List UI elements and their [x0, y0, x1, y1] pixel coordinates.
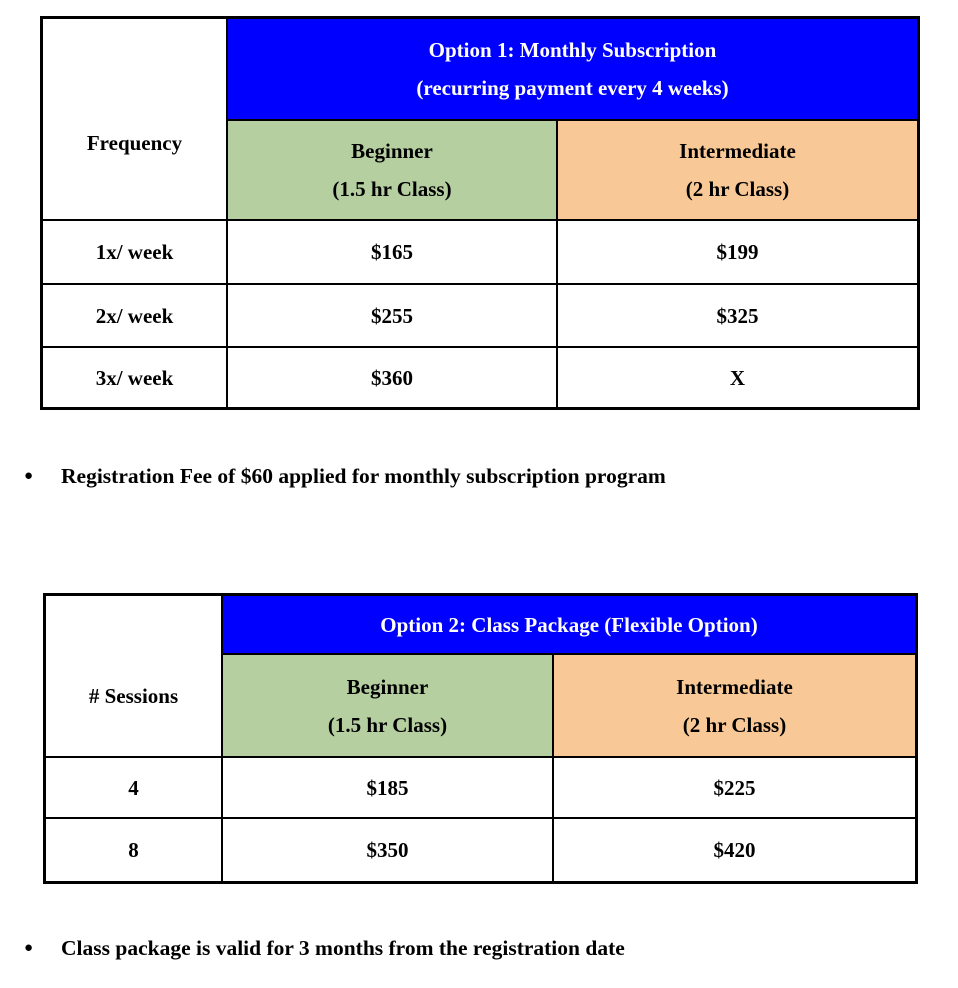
column-header-title: Beginner: [346, 674, 429, 699]
table1-title-line1: Option 1: Monthly Subscription: [428, 38, 717, 62]
monthly-subscription-table: [40, 16, 920, 410]
package-validity-note-text: Class package is valid for 3 months from the registration date: [61, 936, 625, 960]
column-header-title: Intermediate: [679, 139, 796, 163]
column-header-title: Intermediate: [676, 674, 793, 699]
table1-intermediate-column-header: [557, 120, 918, 220]
bullet-icon: ●: [24, 468, 34, 484]
table1-row-label: 2x/ week: [42, 284, 227, 347]
column-header-subtitle: (2 hr Class): [682, 712, 787, 737]
column-header-subtitle: (2 hr Class): [685, 177, 790, 201]
table2-corner-header: [45, 595, 222, 757]
table1-price-cell: $325: [557, 284, 918, 347]
registration-fee-note-text: Registration Fee of $60 applied for monthly subscription program: [61, 464, 666, 488]
registration-fee-note: [24, 461, 934, 491]
table2-intermediate-column-header: [553, 654, 916, 757]
package-validity-note: [24, 933, 934, 963]
class-package-table: [43, 593, 918, 884]
table2-row-label: 8: [45, 818, 222, 882]
table1-price-cell: X: [557, 347, 918, 408]
table2-price-cell: $420: [553, 818, 916, 882]
column-header-subtitle: (1.5 hr Class): [327, 712, 448, 737]
table1-row-label: 1x/ week: [42, 220, 227, 284]
table1-price-cell: $360: [227, 347, 557, 408]
table1-price-cell: $199: [557, 220, 918, 284]
column-header-subtitle: (1.5 hr Class): [332, 177, 452, 201]
table2-corner-label: # Sessions: [88, 684, 179, 708]
table2-price-cell: $225: [553, 757, 916, 818]
table2-price-cell: $350: [222, 818, 553, 882]
table2-price-cell: $185: [222, 757, 553, 818]
bullet-icon: ●: [24, 940, 34, 956]
table2-row-label: 4: [45, 757, 222, 818]
table1-corner-header: [42, 18, 227, 220]
table1-price-cell: $165: [227, 220, 557, 284]
table1-title-banner: [227, 18, 918, 120]
table2-title-banner: [222, 595, 916, 654]
table2-title-line1: Option 2: Class Package (Flexible Option): [380, 612, 758, 637]
table1-corner-label: Frequency: [86, 131, 183, 155]
table1-price-cell: $255: [227, 284, 557, 347]
table1-title-line2: (recurring payment every 4 weeks): [416, 76, 729, 100]
column-header-title: Beginner: [351, 139, 433, 163]
table1-beginner-column-header: [227, 120, 557, 220]
table2-beginner-column-header: [222, 654, 553, 757]
table1-row-label: 3x/ week: [42, 347, 227, 408]
